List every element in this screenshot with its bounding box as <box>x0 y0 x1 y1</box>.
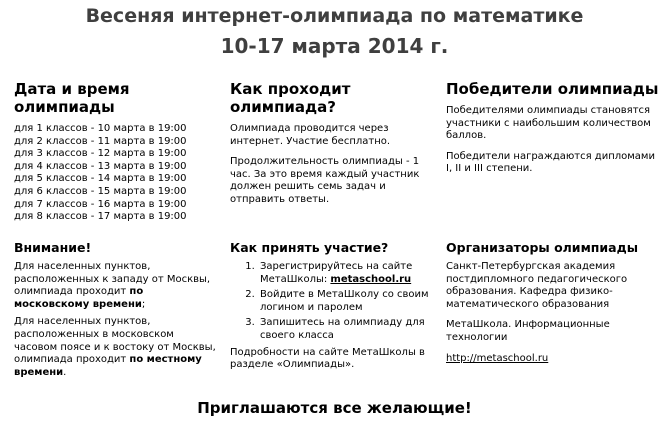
attention-paragraph-2: Для населенных пунктов, расположенных в московском часовом поясе и к востоку от Москвы, олимпиада проходит по местному времени. <box>14 316 216 378</box>
join-details: Подробности на сайте МетаШколы в разделе «Олимпиады». <box>230 346 425 371</box>
join-section <box>230 240 435 380</box>
schedule-item: для 7 классов - 16 марта в 19:00 <box>14 198 187 210</box>
join-step-3: 3. Запишитесь на олимпиаду для своего класса <box>258 317 435 342</box>
organizers-section <box>446 240 661 373</box>
moscow-time-emphasis: по московскому времени <box>14 286 144 310</box>
schedule-section <box>14 80 219 224</box>
join-steps <box>230 261 435 343</box>
schedule-list <box>14 123 219 224</box>
attention-paragraph-1: Для населенных пунктов, расположенных к западу от Москвы, олимпиада проходит по московскому времени; <box>14 261 211 310</box>
metaschool-url-link[interactable]: http://metaschool.ru <box>446 352 549 364</box>
how-paragraph-2: Продолжительность олимпиады - 1 час. За это время каждый участник должен решить семь задач и отправить ответы. <box>230 156 420 205</box>
schedule-item: для 6 классов - 15 марта в 19:00 <box>14 185 187 197</box>
attention-heading: Внимание! <box>14 240 92 255</box>
winners-section <box>446 80 661 184</box>
footer-invitation: Приглашаются все желающие! <box>197 399 472 417</box>
schedule-item: для 8 классов - 17 марта в 19:00 <box>14 211 187 223</box>
organizers-heading: Организаторы олимпиады <box>446 240 639 255</box>
schedule-item: для 5 классов - 14 марта в 19:00 <box>14 173 187 185</box>
metaschool-link[interactable]: metaschool.ru <box>330 273 412 285</box>
organizers-paragraph-1: Санкт-Петербургская академия постдипломного педагогического образования. Кафедра физико-математического образования <box>446 261 628 310</box>
schedule-heading: Дата и время олимпиады <box>14 80 130 116</box>
schedule-item: для 2 классов - 11 марта в 19:00 <box>14 135 187 147</box>
organizers-paragraph-2: МетаШкола. Информационные технологии <box>446 319 610 343</box>
join-heading: Как принять участие? <box>230 240 389 255</box>
schedule-item: для 1 классов - 10 марта в 19:00 <box>14 123 187 134</box>
how-heading: Как проходит олимпиада? <box>230 80 351 116</box>
page-title: Весеняя интернет-олимпиада по математике <box>85 5 584 27</box>
join-step-2: 2. Войдите в МетаШколу со своим логином и паролем <box>258 289 435 314</box>
winners-paragraph-2: Победители награждаются дипломами I, II и III степени. <box>446 150 655 175</box>
schedule-item: для 4 классов - 13 марта в 19:00 <box>14 160 187 172</box>
how-paragraph-1: Олимпиада проводится через интернет. Участие бесплатно. <box>230 123 391 147</box>
how-section <box>230 80 435 215</box>
local-time-emphasis: по местному времени <box>14 354 202 378</box>
join-step-1: 1. Зарегистрируйтесь на сайте МетаШколы: metaschool.ru <box>258 261 435 286</box>
attention-section <box>14 240 219 387</box>
schedule-item: для 3 классов - 12 марта в 19:00 <box>14 148 187 160</box>
page-subtitle-dates: 10-17 марта 2014 г. <box>220 34 449 58</box>
winners-paragraph-1: Победителями олимпиады становятся участники с наибольшим количеством баллов. <box>446 105 651 142</box>
winners-heading: Победители олимпиады <box>446 80 659 98</box>
